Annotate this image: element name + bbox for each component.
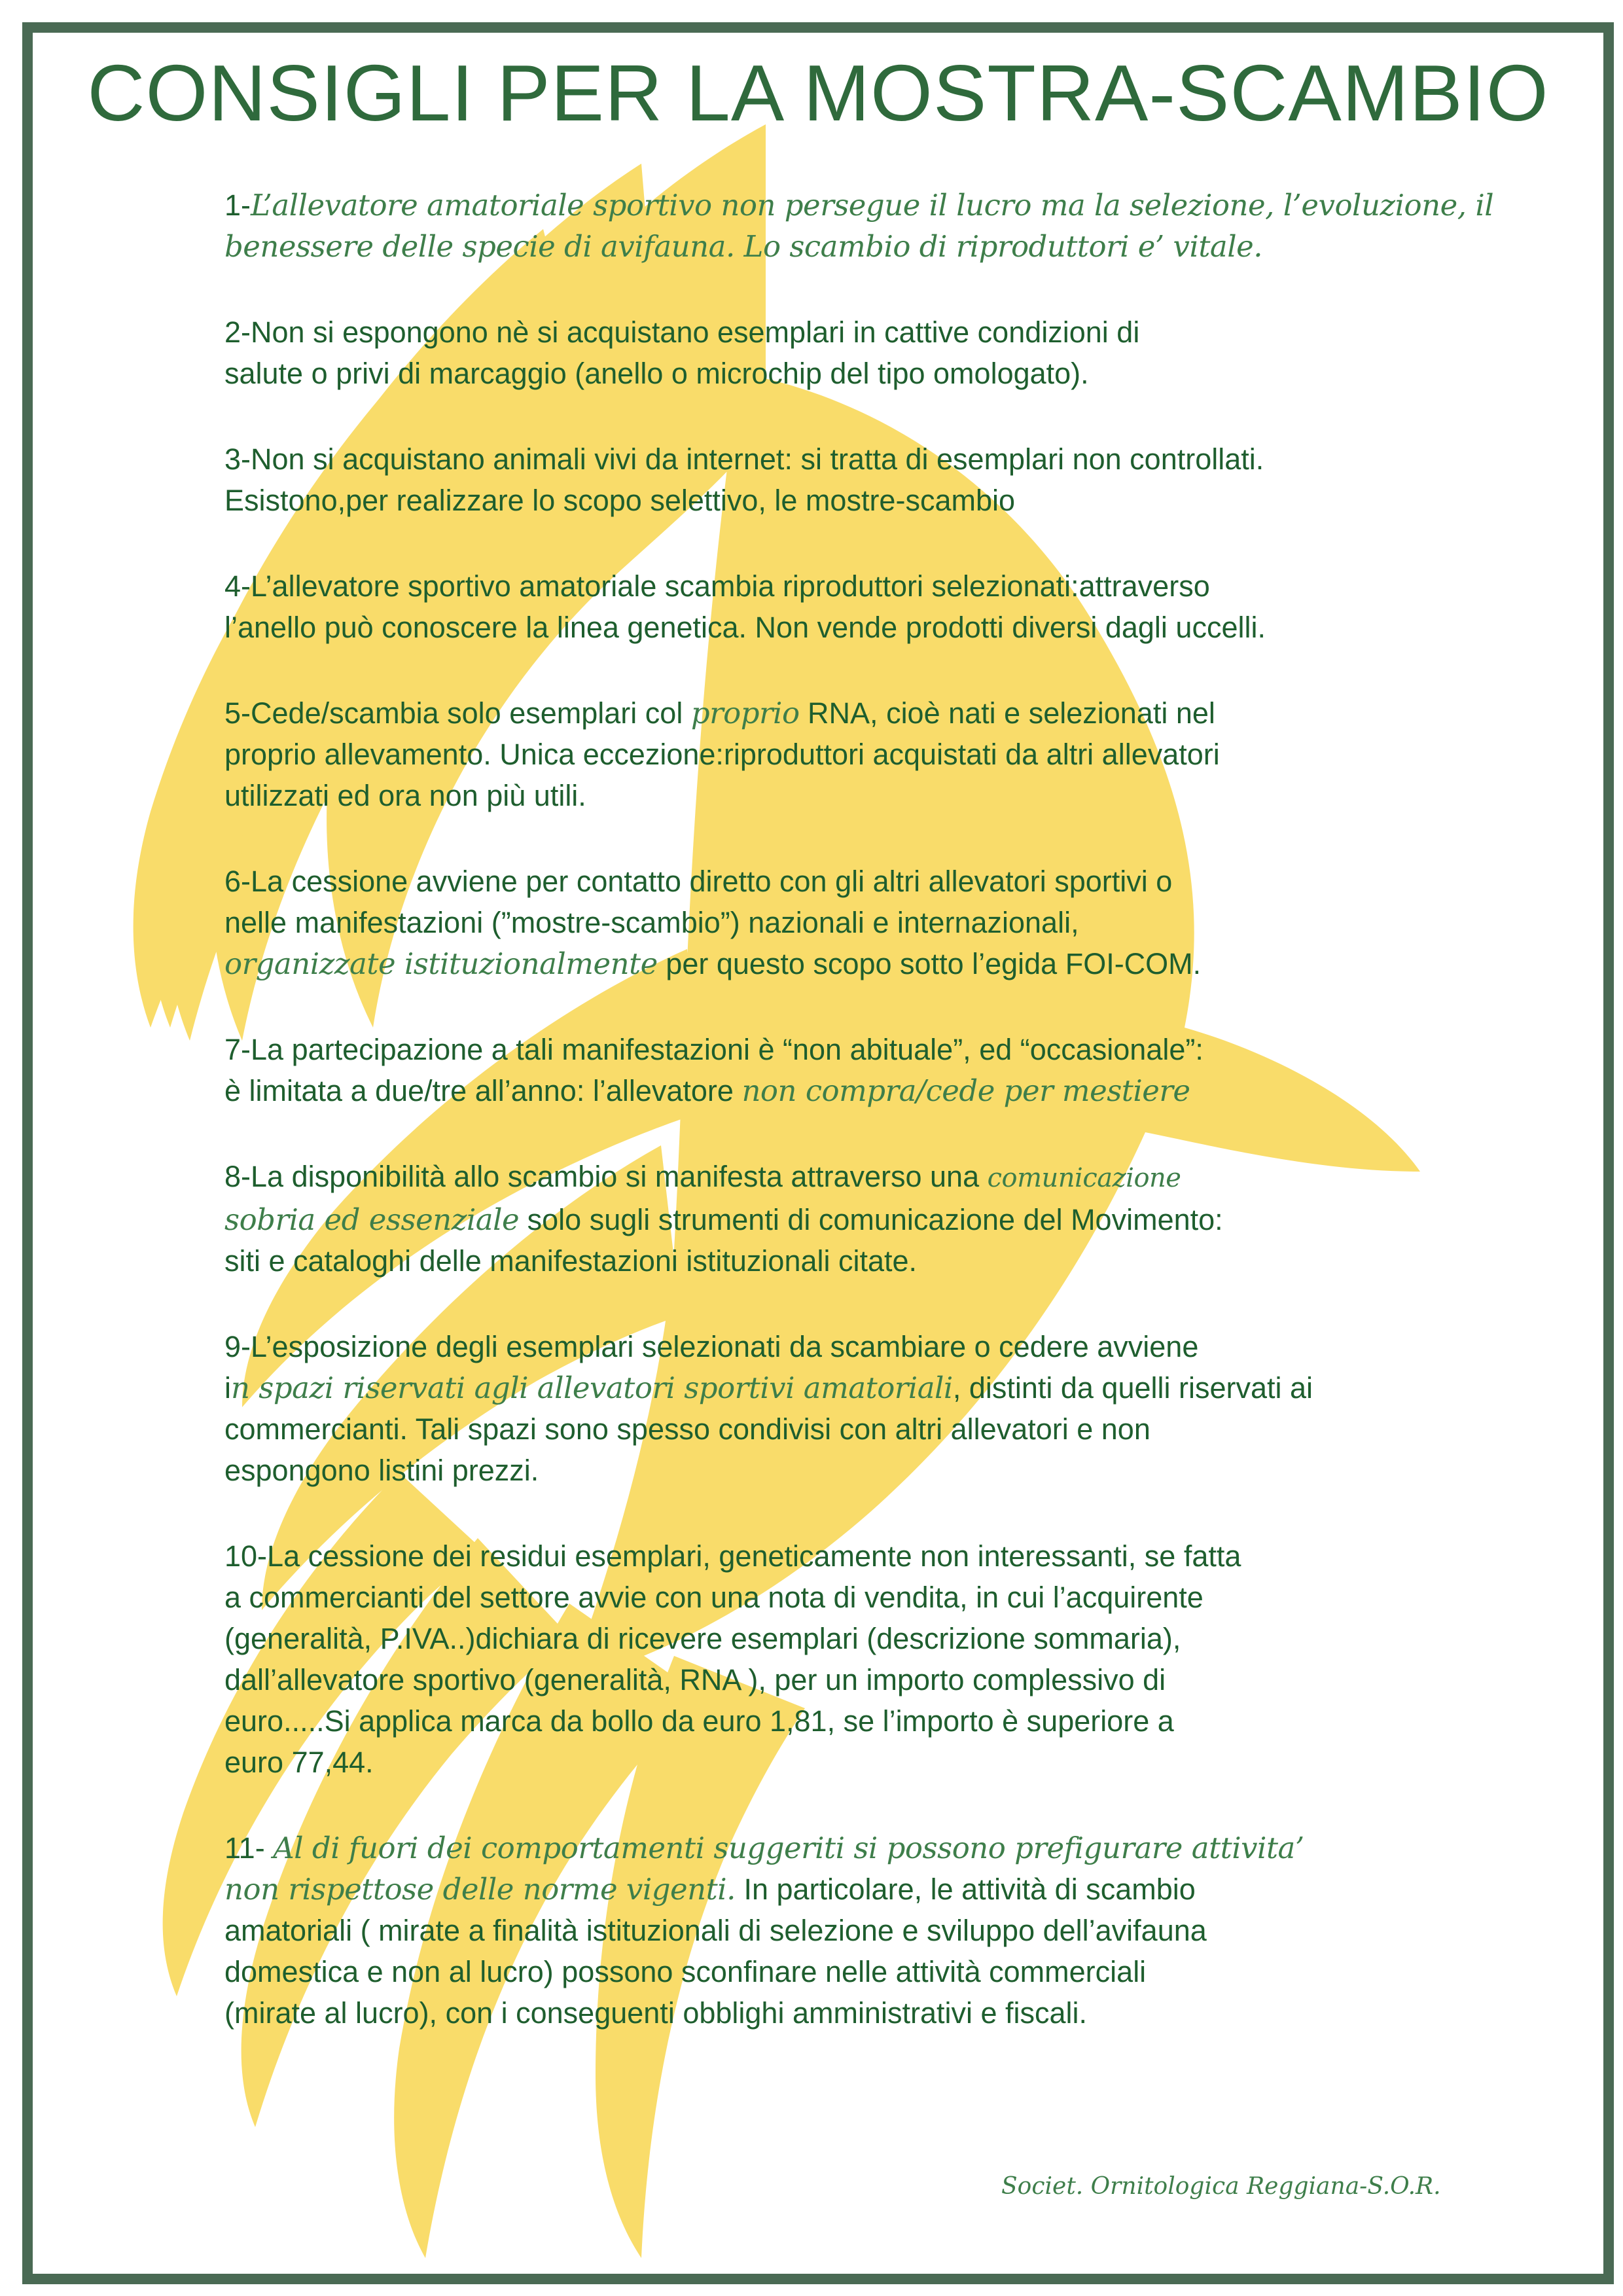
item-10-line-5: euro.....Si applica marca da bollo da euro 1,81, se l’importo è superiore a [224,1704,1174,1738]
item-5 [224,692,1546,816]
item-8-text-1: 8-La disponibilità allo scambio si manifesta attraverso una [224,1160,988,1193]
item-11-script-1: Al di fuori dei comportamenti suggeriti si possono prefigurare attivita’ [273,1831,1304,1865]
item-10-line-4: dall’allevatore sportivo (generalità, RNA ), per un importo complessivo di [224,1663,1166,1696]
item-11-line-5: (mirate al lucro), con i conseguenti obblighi amministrativi e fiscali. [224,1996,1088,2030]
item-6-text: per questo scopo sotto l’egida FOI-COM. [657,947,1202,980]
item-2 [224,312,1546,394]
item-10-line-6: euro 77,44. [224,1746,374,1779]
item-1-script: L’allevatore amatoriale sportivo non persegue il lucro ma la selezione, l’evoluzione, il benessere delle specie di avifauna. Lo scambio di riproduttori e’ vitale. [224,188,1494,264]
item-8-script-1: comunicazione [987,1163,1181,1193]
item-6-line-2: nelle manifestazioni (”mostre-scambio”) nazionali e internazionali, [224,906,1079,939]
item-5-text-1: 5-Cede/scambia solo esemplari col [224,696,691,730]
item-6-script: organizzate istituzionalmente [224,946,658,981]
item-3 [224,439,1546,521]
item-11-line-4: domestica e non al lucro) possono sconfinare nelle attività commerciali [224,1955,1147,1988]
item-9-line-3: commercianti. Tali spazi sono spesso condivisi con altri allevatori e non [224,1412,1150,1446]
item-11-text: In particolare, le attività di scambio [735,1873,1196,1906]
item-3-line-2: Esistono,per realizzare lo scopo selettivo, le mostre-scambio [224,484,1016,517]
item-9 [224,1326,1546,1491]
item-6 [224,861,1546,984]
item-5-text-2: RNA, cioè nati e selezionati nel [799,696,1215,730]
item-11-script-2: non rispettose delle norme vigenti. [224,1872,736,1907]
item-5-line-3: utilizzati ed ora non più utili. [224,779,586,812]
item-7-line-1: 7-La partecipazione a tali manifestazioni è “non abituale”, ed “occasionale”: [224,1033,1204,1066]
item-10-line-3: (generalità, P.IVA..)dichiara di ricevere esemplari (descrizione sommaria), [224,1622,1181,1655]
item-7-script: non compra/cede per mestiere [741,1073,1190,1108]
item-8-script-2: sobria ed essenziale [224,1202,520,1237]
item-9-script: n spazi riservati agli allevatori sportivi amatoriali [231,1371,953,1405]
advice-list [224,185,1546,2034]
item-11-line-3: amatoriali ( mirate a finalità istituzionali di selezione e sviluppo dell’avifauna [224,1914,1207,1947]
item-6-line-1: 6-La cessione avviene per contatto diretto con gli altri allevatori sportivi o [224,865,1173,898]
item-1 [224,185,1546,267]
item-5-line-2: proprio allevamento. Unica eccezione:riproduttori acquistati da altri allevatori [224,738,1220,771]
item-8 [224,1156,1546,1282]
item-4 [224,565,1546,648]
item-5-script: proprio [690,696,800,730]
item-11-number: 11- [224,1831,274,1865]
item-10-line-2: a commercianti del settore avvie con una nota di vendita, in cui l’acquirente [224,1581,1204,1614]
item-10 [224,1535,1546,1783]
item-8-text-2: solo sugli strumenti di comunicazione del Movimento: [519,1203,1223,1236]
page-frame [22,22,1614,2284]
item-7 [224,1029,1546,1111]
page-title: CONSIGLI PER LA MOSTRA-SCAMBIO [87,48,1549,137]
signature: Societ. Ornitologica Reggiana-S.O.R. [1001,2173,1441,2200]
item-4-line-1: 4-L’allevatore sportivo amatoriale scambia riproduttori selezionati:attraverso [224,569,1210,603]
item-2-line-1: 2-Non si espongono nè si acquistano esemplari in cattive condizioni di [224,315,1140,349]
item-2-line-2: salute o privi di marcaggio (anello o microchip del tipo omologato). [224,357,1089,390]
item-3-line-1: 3-Non si acquistano animali vivi da internet: si tratta di esemplari non controllati. [224,442,1264,476]
item-10-line-1: 10-La cessione dei residui esemplari, geneticamente non interessanti, se fatta [224,1539,1241,1573]
item-9-text-2: , distinti da quelli riservati ai [952,1371,1313,1405]
item-7-text: è limitata a due/tre all’anno: l’allevatore [224,1074,742,1107]
item-11 [224,1827,1546,2034]
item-9-line-4: espongono listini prezzi. [224,1454,539,1487]
item-4-line-2: l’anello può conoscere la linea genetica. Non vende prodotti diversi dagli uccelli. [224,611,1266,644]
item-9-text-1: i [224,1371,231,1405]
item-8-line-3: siti e cataloghi delle manifestazioni istituzionali citate. [224,1244,918,1278]
item-9-line-1: 9-L’esposizione degli esemplari selezionati da scambiare o cedere avviene [224,1330,1199,1363]
item-1-number: 1- [224,188,251,222]
